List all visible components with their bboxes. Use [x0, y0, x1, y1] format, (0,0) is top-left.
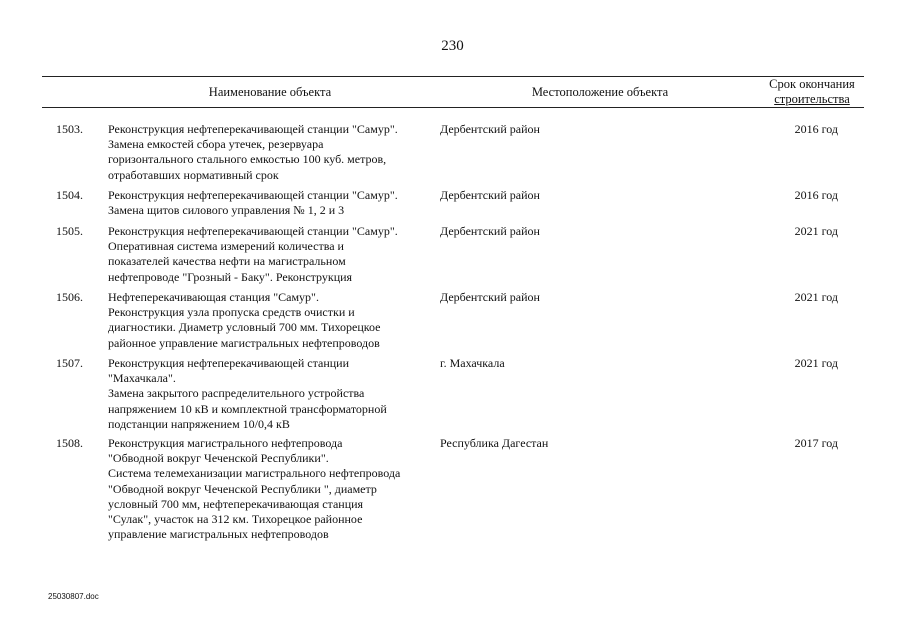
object-name-line: Система телемеханизации магистрального нефтепровода	[108, 466, 401, 481]
object-name-line: "Махачкала".	[108, 371, 176, 386]
row-year: 2021 год	[794, 356, 838, 370]
object-name-line: горизонтального стального емкостью 100 куб. метров,	[108, 152, 387, 167]
row-location: Республика Дагестан	[440, 436, 549, 450]
object-name-line: Замена емкостей сбора утечек, резервуара	[108, 137, 324, 152]
row-object-name	[108, 188, 433, 218]
object-name-line: "Сулак", участок на 312 км. Тихорецкое районное	[108, 512, 363, 527]
object-name-line: Реконструкция магистрального нефтепровода	[108, 436, 343, 450]
object-name-line: Замена щитов силового управления № 1, 2 и 3	[108, 203, 345, 218]
object-name-line: Оперативная система измерений количества и	[108, 239, 344, 254]
object-name-line: условный 700 мм, нефтеперекачивающая станция	[108, 496, 364, 511]
object-name-line: Реконструкция нефтеперекачивающей станции "Самур".	[108, 224, 398, 238]
row-object-name	[108, 290, 433, 351]
header-deadline-line1: Срок окончания	[769, 77, 855, 91]
row-year: 2021 год	[794, 290, 838, 304]
object-name-line: диагностики. Диаметр условный 700 мм. Тихорецкое	[108, 320, 381, 335]
object-name-line: Нефтеперекачивающая станция "Самур".	[108, 290, 319, 304]
file-name-footer: 25030807.doc	[48, 592, 99, 601]
header-deadline	[760, 77, 864, 107]
object-name-line: Реконструкция нефтеперекачивающей станции "Самур".	[108, 122, 398, 136]
object-name-line: управление магистральных нефтепроводов	[108, 527, 329, 542]
object-name-line: Реконструкция нефтеперекачивающей станции	[108, 356, 350, 370]
table-header-bottom-rule	[42, 107, 864, 108]
row-year: 2016 год	[794, 188, 838, 202]
object-name-line: Реконструкция нефтеперекачивающей станции "Самур".	[108, 188, 398, 202]
row-location: Дербентский район	[440, 188, 540, 202]
row-location: Дербентский район	[440, 224, 540, 238]
header-object-name: Наименование объекта	[208, 85, 332, 99]
table-header-top-rule	[42, 76, 864, 77]
object-name-line: Замена закрытого распределительного устройства	[108, 386, 365, 401]
header-object-location: Местоположение объекта	[531, 85, 669, 99]
object-name-line: "Обводной вокруг Чеченской Республики ", диаметр	[108, 481, 377, 496]
row-number: 1507.	[56, 356, 83, 370]
row-number: 1505.	[56, 224, 83, 238]
row-number: 1503.	[56, 122, 83, 136]
object-name-line: показателей качества нефти на магистральном	[108, 254, 346, 269]
object-name-line: подстанции напряжением 10/0,4 кВ	[108, 416, 290, 431]
row-location: г. Махачкала	[440, 356, 505, 370]
row-number: 1506.	[56, 290, 83, 304]
row-year: 2021 год	[794, 224, 838, 238]
row-number: 1504.	[56, 188, 83, 202]
object-name-line: отработавших нормативный срок	[108, 167, 279, 182]
row-object-name	[108, 436, 433, 542]
object-name-line: районное управление магистральных нефтепроводов	[108, 335, 380, 350]
row-number: 1508.	[56, 436, 83, 450]
row-location: Дербентский район	[440, 122, 540, 136]
row-object-name	[108, 122, 433, 183]
row-object-name	[108, 356, 433, 432]
row-object-name	[108, 224, 433, 285]
row-year: 2017 год	[794, 436, 838, 450]
row-year: 2016 год	[794, 122, 838, 136]
header-deadline-line2: строительства	[774, 92, 850, 106]
object-name-line: Реконструкция узла пропуска средств очистки и	[108, 305, 355, 320]
page-number: 230	[441, 38, 464, 54]
object-name-line: "Обводной вокруг Чеченской Республики".	[108, 451, 329, 466]
object-name-line: нефтепроводе "Грозный - Баку". Реконструкция	[108, 269, 353, 284]
row-location: Дербентский район	[440, 290, 540, 304]
object-name-line: напряжением 10 кВ и комплектной трансформаторной	[108, 401, 387, 416]
